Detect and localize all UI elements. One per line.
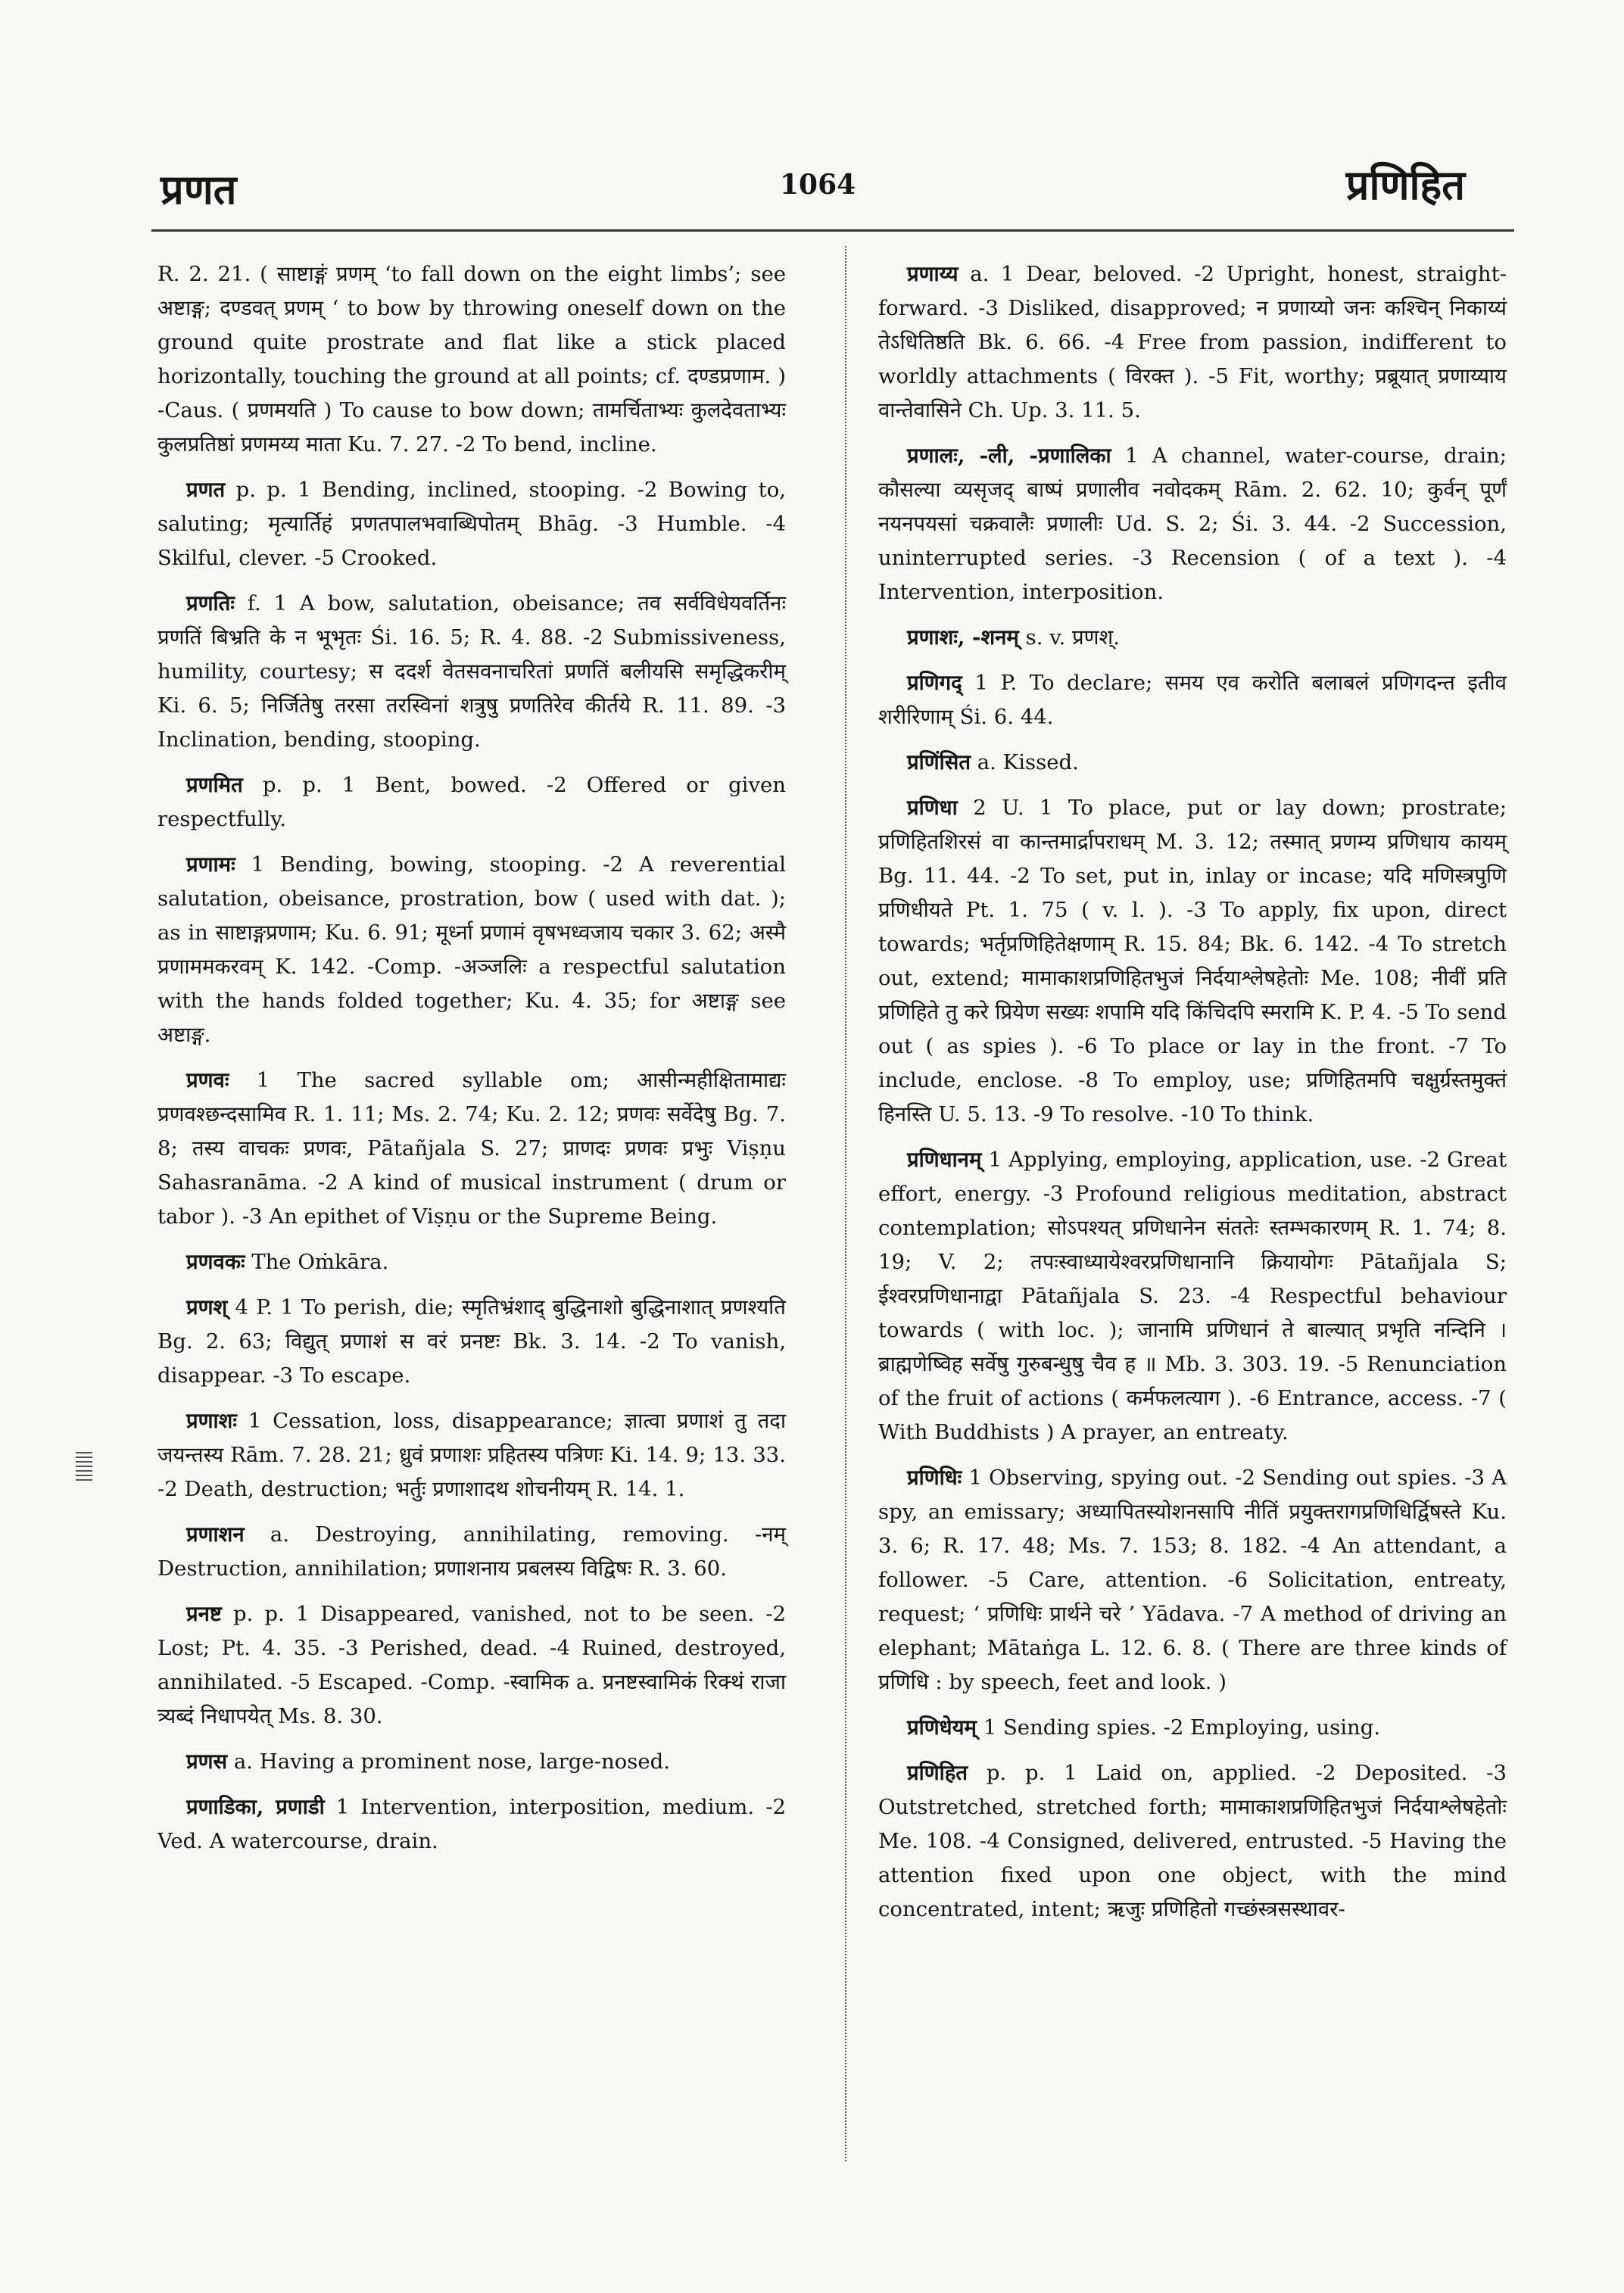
entry-headword: प्रणत bbox=[186, 478, 226, 502]
dictionary-entry bbox=[878, 1143, 1507, 1450]
entry-body: 1 Intervention, interposition, medium. -2 Ved. A watercourse, drain. bbox=[157, 1795, 786, 1853]
entry-body: p. p. 1 Bent, bowed. -2 Offered or given respectfully. bbox=[157, 773, 786, 831]
entry-headword: प्रणाशः, -शनम् bbox=[907, 625, 1019, 650]
dictionary-entry bbox=[157, 848, 786, 1052]
entry-body: 4 P. 1 To perish, die; स्मृतिभ्रंशाद् बुद्धिनाशो बुद्धिनाशात् प्रणश्यति Bg. 2. 63; विद्युत् प्रणाशं स वरं प्रनष्टः Bk. 3. 14. -2 To vanish, disappear. -3 To escape. bbox=[157, 1295, 786, 1388]
entry-body: p. p. 1 Laid on, applied. -2 Deposited. -3 Outstretched, stretched forth; मामाकाशप्रणिहितभुजं निर्दयाश्लेषहेतोः Me. 108. -4 Consigned, delivered, entrusted. -5 Having the attention fixed upon one object, with the mind concentrated, intent; ऋजुः प्रणिहितो गच्छंस्त्रसस्थावर- bbox=[878, 1761, 1507, 1921]
entry-body: 1 A channel, water-course, drain; कौसल्या व्यसृजद् बाष्पं प्रणालीव नवोदकम् Rām. 2. 62. 10; कुर्वन् पूर्णं नयनपयसां चक्रवालैः प्रणालीः Ud. S. 2; Śi. 3. 44. -2 Succession, uninterrupted series. -3 Recension ( of a text ). -4 Intervention, interposition. bbox=[878, 444, 1507, 604]
entry-headword: प्रणिहित bbox=[907, 1761, 968, 1785]
entry-headword: प्रणाडिका, प्रणाडी bbox=[186, 1795, 325, 1819]
dictionary-entry bbox=[157, 257, 786, 462]
dictionary-entry bbox=[878, 746, 1507, 780]
entry-headword: प्रणिगद् bbox=[907, 671, 962, 695]
header-rule bbox=[151, 229, 1514, 232]
entry-body: a. Destroying, annihilating, removing. -नम् Destruction, annihilation; प्रणाशनाय प्रबलस्य विद्विषः R. 3. 60. bbox=[157, 1522, 786, 1581]
dictionary-entry bbox=[878, 621, 1507, 655]
entry-body: s. v. प्रणश्. bbox=[1025, 625, 1120, 650]
entry-headword: प्रणस bbox=[186, 1749, 228, 1774]
dictionary-entry bbox=[157, 1404, 786, 1506]
dictionary-entry bbox=[157, 1518, 786, 1586]
dictionary-entry bbox=[157, 473, 786, 575]
entry-headword: प्रणाशन bbox=[186, 1522, 245, 1547]
dictionary-entry bbox=[157, 768, 786, 837]
right-running-headword: प्रणिहित bbox=[1345, 160, 1465, 209]
entry-body: 1 Bending, bowing, stooping. -2 A reverential salutation, obeisance, prostration, bow ( used with dat. ); as in साष्टाङ्गप्रणाम; Ku. 6. 91; मूर्ध्ना प्रणामं वृषभध्वजाय चकार 3. 62; अस्मै प्रणाममकरवम् K. 142. -Comp. -अञ्जलिः a respectful salutation with the hands folded together; Ku. 4. 35; for अष्टाङ्ग see अष्टाङ्ग. bbox=[157, 852, 786, 1047]
dictionary-entry bbox=[878, 1756, 1507, 1927]
entry-body: a. 1 Dear, beloved. -2 Upright, honest, straight-forward. -3 Disliked, disapproved; न प्रणाय्यो जनः कश्चिन् निकाय्यं तेऽधितिष्ठति Bk. 6. 66. -4 Free from passion, indifferent to worldly attachments ( विरक्त ). -5 Fit, worthy; प्रब्रूयात् प्रणाय्याय वान्तेवासिने Ch. Up. 3. 11. 5. bbox=[878, 262, 1507, 422]
dictionary-entry bbox=[157, 1245, 786, 1279]
entry-body: a. Having a prominent nose, large-nosed. bbox=[233, 1749, 670, 1774]
entry-body: a. Kissed. bbox=[977, 750, 1079, 774]
entry-headword: प्रणालः, -ली, -प्रणालिका bbox=[907, 444, 1111, 468]
entry-headword: प्रणवः bbox=[186, 1068, 229, 1092]
entry-headword: प्रणिधानम् bbox=[907, 1148, 982, 1172]
entry-headword: प्रणवकः bbox=[186, 1250, 245, 1274]
left-column bbox=[157, 257, 786, 1870]
dictionary-entry bbox=[157, 1597, 786, 1734]
dictionary-entry bbox=[157, 1064, 786, 1234]
entry-body: 1 Cessation, loss, disappearance; ज्ञात्वा प्रणाशं तु तदा जयन्तस्य Rām. 7. 28. 21; ध्रुवं प्रणाशः प्रहितस्य पत्रिणः Ki. 14. 9; 13. 33. -2 Death, destruction; भर्तुः प्रणाशादथ शोचनीयम् R. 14. 1. bbox=[157, 1409, 786, 1501]
dictionary-entry bbox=[157, 1291, 786, 1393]
entry-body: 1 Observing, spying out. -2 Sending out spies. -3 A spy, an emissary; अध्यापितस्योशनसापि नीतिं प्रयुक्तरागप्रणिधिर्द्विषस्ते Ku. 3. 6; R. 17. 48; Ms. 7. 153; 8. 182. -4 An attendant, a follower. -5 Care, attention. -6 Solicitation, entreaty, request; ‘ प्रणिधिः प्रार्थने चरे ’ Yādava. -7 A method of driving an elephant; Mātaṅga L. 12. 6. 8. ( There are three kinds of प्रणिधि : by speech, feet and look. ) bbox=[878, 1466, 1507, 1694]
entry-headword: प्रणाय्य bbox=[907, 262, 959, 286]
entry-headword: प्रनष्ट bbox=[186, 1602, 222, 1626]
entry-headword: प्रणमित bbox=[186, 773, 243, 797]
entry-headword: प्रणश् bbox=[186, 1295, 228, 1319]
dictionary-entry bbox=[878, 257, 1507, 428]
entry-headword: प्रणतिः bbox=[186, 591, 235, 615]
entry-body: R. 2. 21. ( साष्टाङ्गं प्रणम् ‘to fall down on the eight limbs’; see अष्टाङ्ग; दण्डवत् प्रणम् ‘ to bow by throwing oneself down on the ground quite prostrate and flat like a stick placed horizontally, touching the ground at all points; cf. दण्डप्रणाम. ) -Caus. ( प्रणमयति ) To cause to bow down; तामर्चिताभ्यः कुलदेवताभ्यः कुलप्रतिष्ठां प्रणमय्य माता Ku. 7. 27. -2 To bend, incline. bbox=[157, 262, 786, 456]
entry-body: p. p. 1 Bending, inclined, stooping. -2 Bowing to, saluting; मृत्यार्तिहं प्रणतपालभवाब्धिपोतम् Bhāg. -3 Humble. -4 Skilful, clever. -5 Crooked. bbox=[157, 478, 786, 570]
entry-headword: प्रणिधा bbox=[907, 796, 958, 820]
entry-body: The Oṁkāra. bbox=[251, 1250, 389, 1274]
dictionary-entry bbox=[878, 1461, 1507, 1699]
dictionary-entry bbox=[878, 666, 1507, 734]
margin-tick-marks bbox=[76, 1452, 92, 1484]
entry-body: 1 Sending spies. -2 Employing, using. bbox=[983, 1715, 1381, 1740]
entry-body: 1 The sacred syllable om; आसीन्महीक्षितामाद्यः प्रणवश्छन्दसामिव R. 1. 11; Ms. 2. 74; Ku. 2. 12; प्रणवः सर्वेदेषु Bg. 7. 8; तस्य वाचकः प्रणवः, Pātañjala S. 27; प्राणदः प्रणवः प्रभुः Viṣṇu Sahasranāma. -2 A kind of musical instrument ( drum or tabor ). -3 An epithet of Viṣṇu or the Supreme Being. bbox=[157, 1068, 786, 1229]
dictionary-entry bbox=[878, 791, 1507, 1132]
entry-body: 1 P. To declare; समय एव करोति बलाबलं प्रणिगदन्त इतीव शरीरिणाम् Śi. 6. 44. bbox=[878, 671, 1507, 729]
entry-headword: प्रणामः bbox=[186, 852, 235, 877]
column-divider bbox=[845, 246, 846, 2161]
left-running-headword: प्रणत bbox=[161, 165, 237, 213]
entry-headword: प्रणिंसित bbox=[907, 750, 971, 774]
entry-headword: प्रणिधेयम् bbox=[907, 1715, 977, 1740]
right-column bbox=[878, 257, 1507, 1938]
entry-body: p. p. 1 Disappeared, vanished, not to be seen. -2 Lost; Pt. 4. 35. -3 Perished, dead. -4 Ruined, destroyed, annihilated. -5 Escaped. -Comp. -स्वामिक a. प्रनष्टस्वामिकं रिक्थं राजा त्र्यब्दं निधापयेत् Ms. 8. 30. bbox=[157, 1602, 786, 1728]
page-number: 1064 bbox=[780, 169, 856, 201]
page-header bbox=[0, 155, 1624, 216]
dictionary-entry bbox=[157, 1745, 786, 1779]
entry-body: 1 Applying, employing, application, use. -2 Great effort, energy. -3 Profound religious meditation, abstract contemplation; सोऽपश्यत् प्रणिधानेन संततेः स्तम्भकारणम् R. 1. 74; 8. 19; V. 2; तपःस्वाध्यायेश्वरप्रणिधानानि क्रियायोगः Pātañjala S; ईश्वरप्रणिधानाद्वा Pātañjala S. 23. -4 Respectful behaviour towards ( with loc. ); जानामि प्रणिधानं ते बाल्यात् प्रभृति नन्दिनि । ब्राह्मणेष्विह सर्वेषु गुरुबन्धुषु चैव ह ॥ Mb. 3. 303. 19. -5 Renunciation of the fruit of actions ( कर्मफलत्याग ). -6 Entrance, access. -7 ( With Buddhists ) A prayer, an entreaty. bbox=[878, 1148, 1507, 1444]
dictionary-entry bbox=[157, 1790, 786, 1858]
entry-body: f. 1 A bow, salutation, obeisance; तव सर्वविधेयवर्तिनः प्रणतिं बिभ्रति के न भूभृतः Śi. 16. 5; R. 4. 88. -2 Submissiveness, humility, courtesy; स ददर्श वेतसवनाचरितां प्रणतिं बलीयसि समृद्धिकरीम् Ki. 6. 5; निर्जितेषु तरसा तरस्विनां शत्रुषु प्रणतिरेव कीर्तये R. 11. 89. -3 Inclination, bending, stooping. bbox=[157, 591, 786, 752]
dictionary-entry bbox=[878, 439, 1507, 609]
dictionary-entry bbox=[157, 587, 786, 757]
dictionary-entry bbox=[878, 1711, 1507, 1745]
entry-body: 2 U. 1 To place, put or lay down; prostrate; प्रणिहितशिरसं वा कान्तमार्द्रापराधम् M. 3. 12; तस्मात् प्रणम्य प्रणिधाय कायम् Bg. 11. 44. -2 To set, put in, inlay or incase; यदि मणिस्त्रपुणि प्रणिधीयते Pt. 1. 75 ( v. l. ). -3 To apply, fix upon, direct towards; भर्तृप्रणिहितेक्षणाम् R. 15. 84; Bk. 6. 142. -4 To stretch out, extend; मामाकाशप्रणिहितभुजं निर्दयाश्लेषहेतोः Me. 108; नीवीं प्रति प्रणिहिते तु करे प्रियेण सख्यः शपामि यदि किंचिदपि स्मरामि K. P. 4. -5 To send out ( as spies ). -6 To place or lay in the front. -7 To include, enclose. -8 To employ, use; प्रणिहितमपि चक्षुर्ग्रस्तमुक्तं हिनस्ति U. 5. 13. -9 To resolve. -10 To think. bbox=[878, 796, 1507, 1126]
entry-headword: प्रणाशः bbox=[186, 1409, 237, 1433]
entry-headword: प्रणिधिः bbox=[907, 1466, 962, 1490]
